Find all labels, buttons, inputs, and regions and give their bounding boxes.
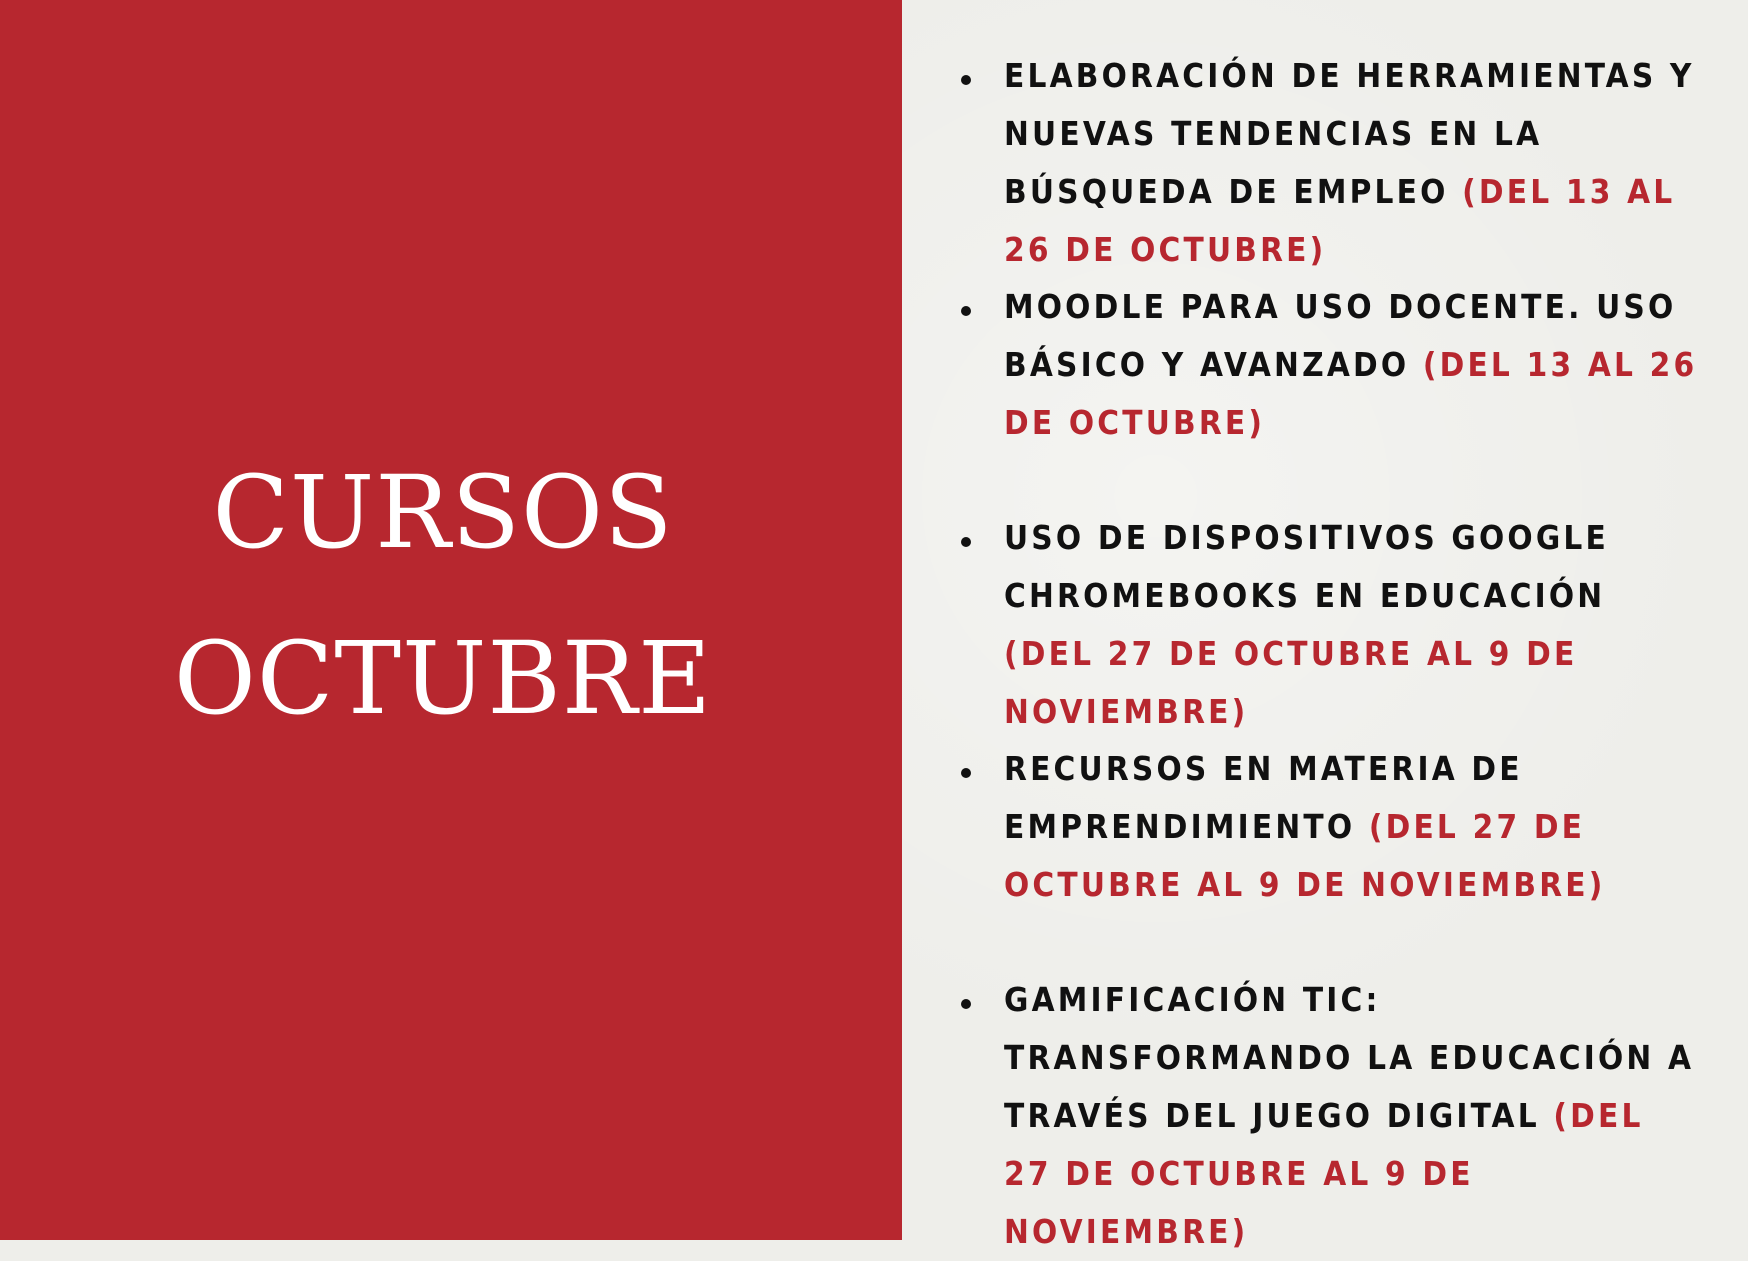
bullet-icon xyxy=(961,537,971,547)
course-name: RECURSOS EN MATERIA DE EMPRENDIMIENTO xyxy=(1004,749,1523,846)
course-dates: (DEL 27 DE OCTUBRE AL 9 DE NOVIEMBRE) xyxy=(1004,807,1606,904)
course-dates: (DEL 27 DE OCTUBRE AL 9 DE NOVIEMBRE) xyxy=(1004,634,1578,731)
course-dates: (DEL 27 DE OCTUBRE AL 9 DE NOVIEMBRE) xyxy=(1004,1096,1644,1251)
course-dates: (DEL 13 AL 26 DE OCTUBRE) xyxy=(1004,345,1698,442)
course-text xyxy=(1004,509,1704,741)
bullet-icon xyxy=(961,999,971,1009)
bullet-icon xyxy=(961,75,971,85)
page-title xyxy=(0,430,886,762)
course-name: ELABORACIÓN DE HERRAMIENTAS Y NUEVAS TENDENCIAS EN LA BÚSQUEDA DE EMPLEO xyxy=(1004,56,1695,211)
course-name: MOODLE PARA USO DOCENTE. USO BÁSICO Y AVANZADO xyxy=(1004,287,1677,384)
course-dates: (DEL 13 AL 26 DE OCTUBRE) xyxy=(1004,172,1676,269)
bullet-icon xyxy=(961,768,971,778)
bullet-icon xyxy=(961,306,971,316)
course-panel xyxy=(902,0,1748,1251)
course-text xyxy=(1004,278,1704,452)
course-name: GAMIFICACIÓN TIC: TRANSFORMANDO LA EDUCACIÓN A TRAVÉS DEL JUEGO DIGITAL xyxy=(1004,980,1695,1135)
course-name: USO DE DISPOSITIVOS GOOGLE CHROMEBOOKS EN EDUCACIÓN xyxy=(1004,518,1610,615)
page-title-line-1: CURSOS xyxy=(212,454,674,571)
course-text xyxy=(1004,971,1704,1261)
course-text xyxy=(1004,740,1704,914)
page-title-line-2: OCTUBRE xyxy=(173,620,713,737)
course-text xyxy=(1004,47,1704,279)
